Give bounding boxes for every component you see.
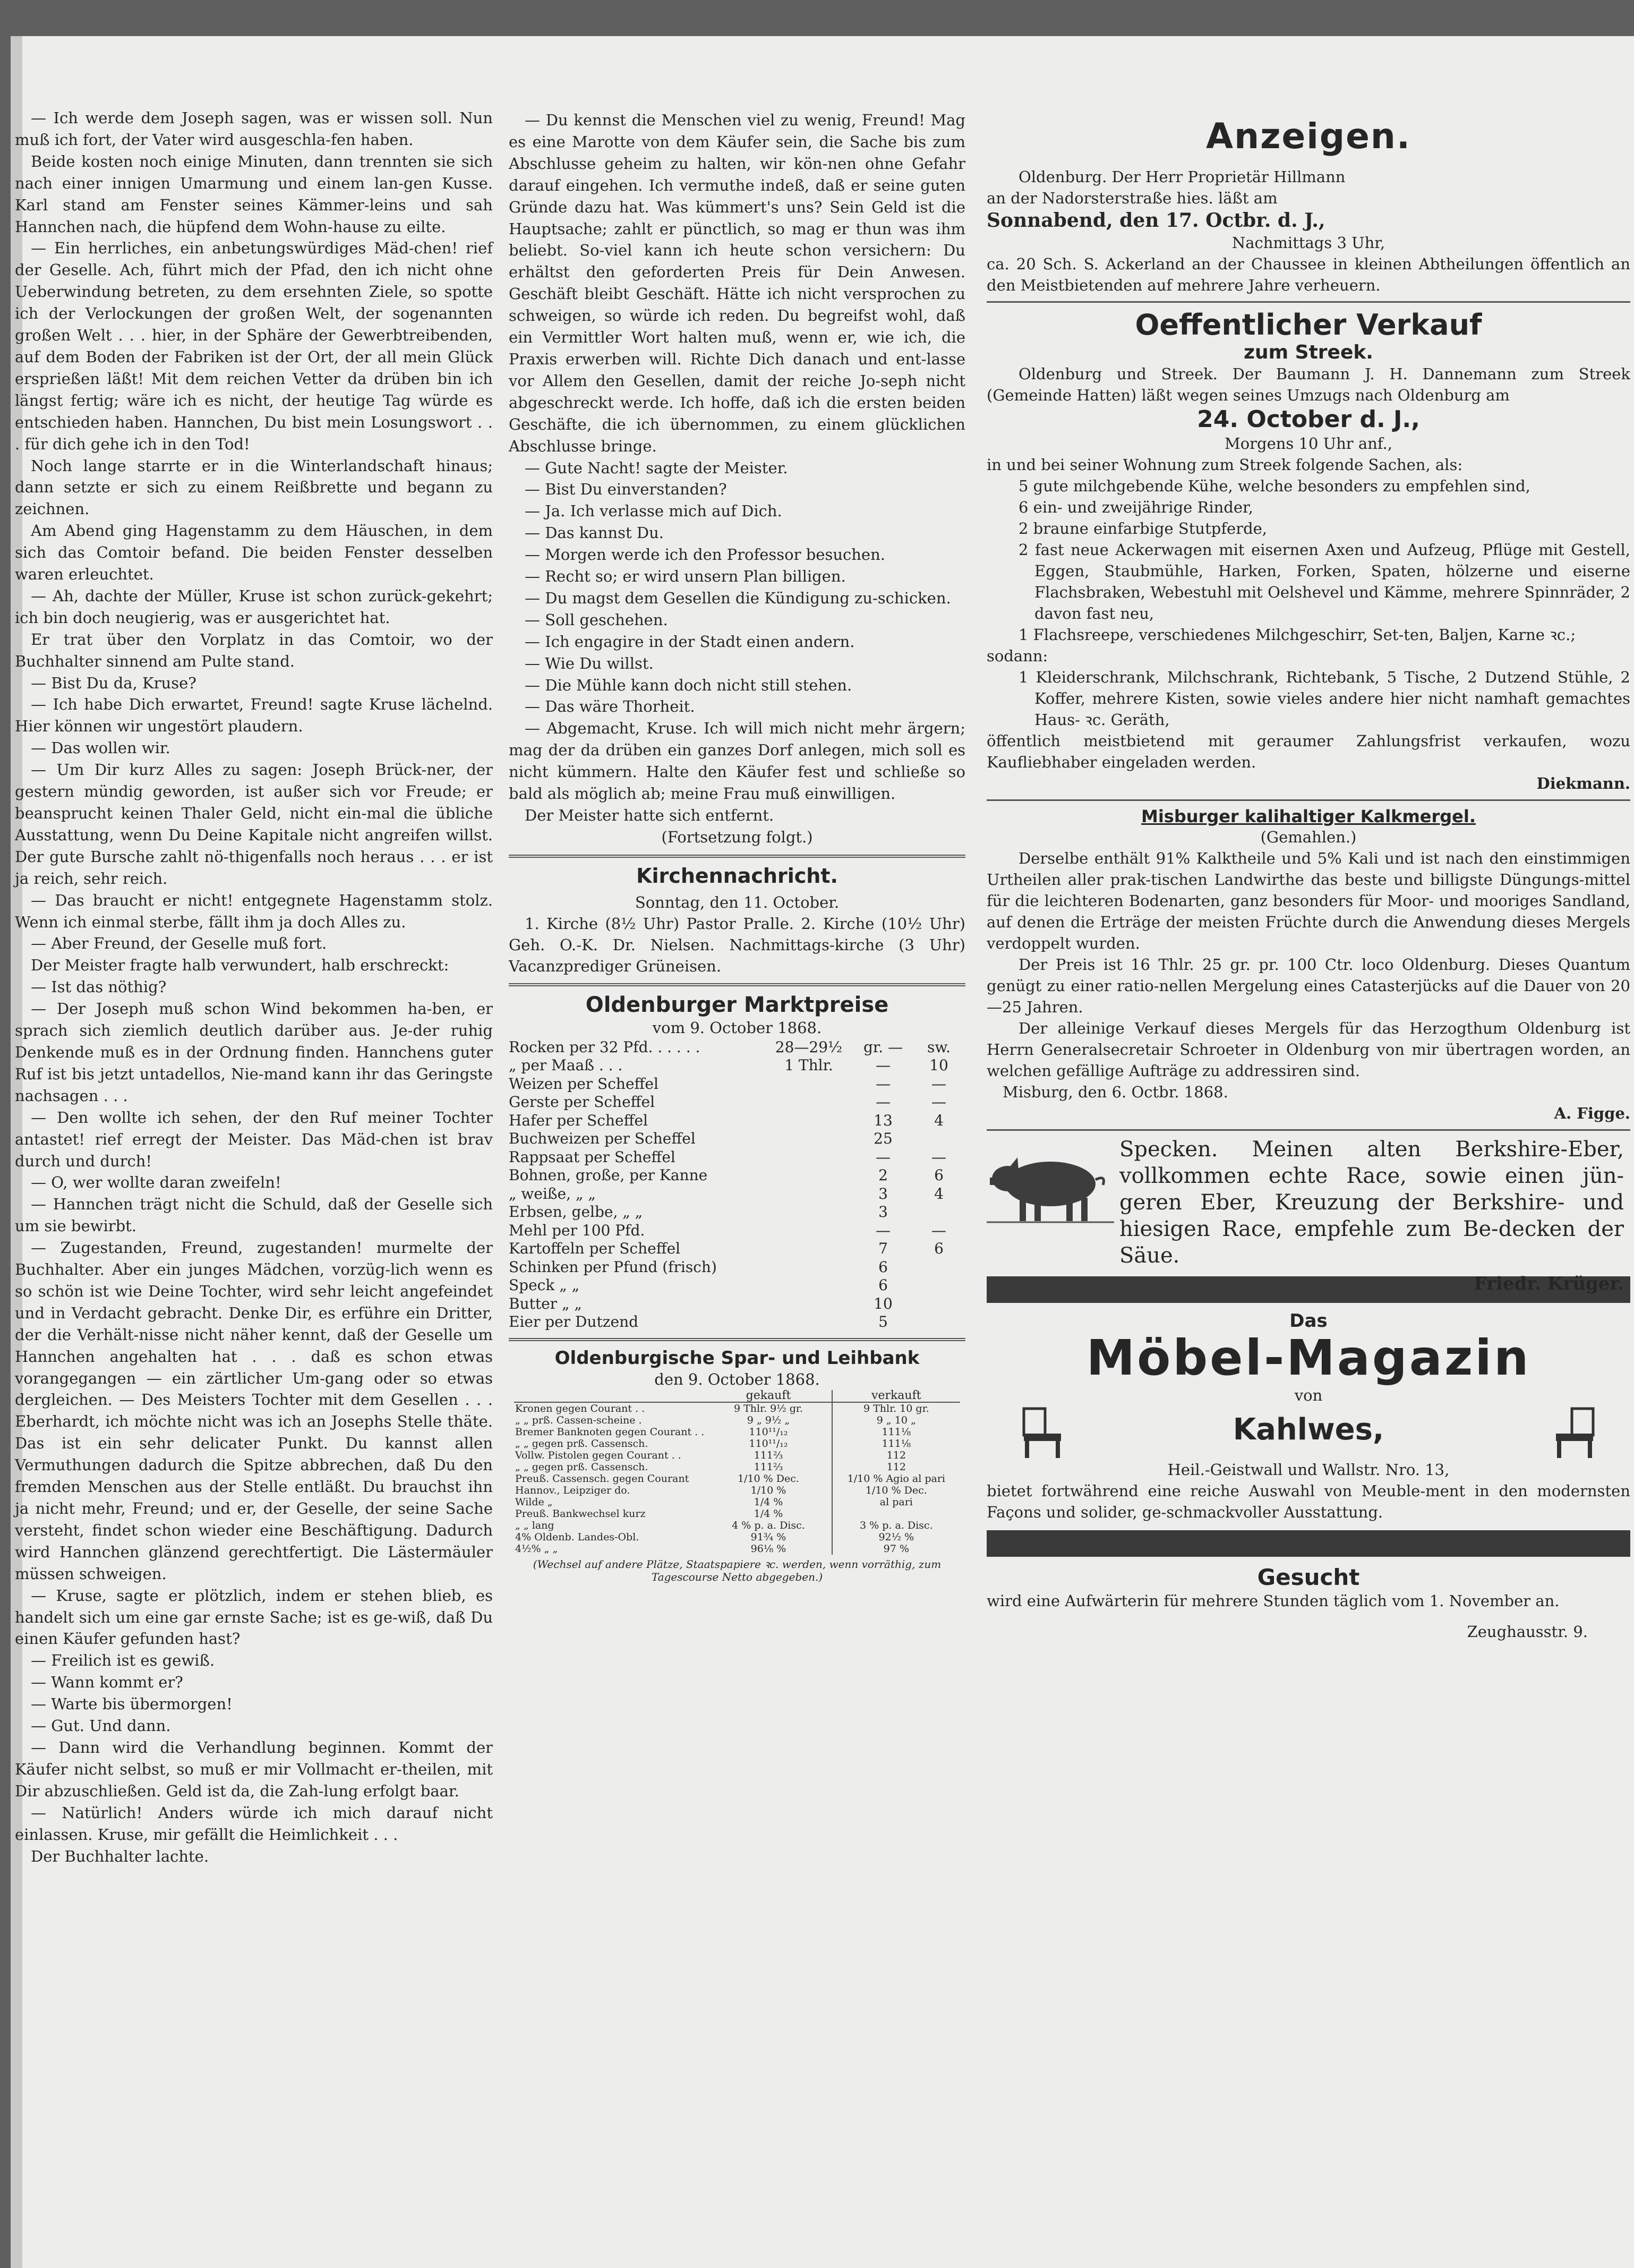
- market-cell-a: [764, 1313, 854, 1332]
- market-cell-b: —: [876, 1075, 891, 1093]
- sale-items-2: [987, 667, 1630, 730]
- market-cell-a: 1 Thlr.: [784, 1056, 833, 1075]
- market-cell-item: Mehl per 100 Pfd.: [509, 1221, 645, 1239]
- sale-item: 1 Flachsreepe, verschiedenes Milchgeschirr, Set-ten, Baljen, Karne ꝛc.;: [1019, 626, 1576, 644]
- marl-p1: Derselbe enthält 91% Kalktheile und 5% Kali und ist nach den einstimmigen Urtheilen aller prak-tischen Landwirthe das beste und billigste Düngungs-mittel für die leichteren Bodenarten, ganz besonders für Moor- und mooriges Sandland, auf denen die Erträge der meisten Früchte durch die Anwendung dieses Mergels verdoppelt wurden.: [987, 849, 1630, 952]
- market-cell-item: Eier per Dutzend: [509, 1313, 639, 1331]
- bank-cell-label: „ „ gegen prß. Cassensch.: [515, 1461, 648, 1473]
- sale-heading: Oeffentlicher Verkauf: [1135, 308, 1482, 342]
- market-cell-a: [764, 1185, 854, 1204]
- market-row: [509, 1093, 965, 1112]
- bank-cell-bought: 1/10 %: [750, 1484, 786, 1496]
- ad-hillmann: [987, 166, 1630, 296]
- bank-cell-sold: 1/10 % Dec.: [832, 1485, 960, 1496]
- black-rule: [987, 1530, 1630, 1557]
- market-row: [509, 1112, 965, 1130]
- market-row: [509, 1313, 965, 1332]
- market-row: [509, 1166, 965, 1185]
- bank-cell-sold: 3 % p. a. Disc.: [832, 1520, 960, 1531]
- ad-hillmann-text: ca. 20 Sch. S. Ackerland an der Chaussee in kleinen Abtheilungen öffentlich an den Meistbietenden auf mehrere Jahre verheuern.: [987, 255, 1630, 294]
- story-paragraph: — Gute Nacht! sagte der Meister.: [525, 458, 788, 477]
- story-paragraph: Beide kosten noch einige Minuten, dann trennten sie sich nach einer innigen Umarmung und einem lan-gen Kusse. Karl stand am Fenster seines Kämmer-leins und sah Hannchen nach, die hüpfend dem Wohn-hause zu eilte.: [15, 152, 493, 236]
- bank-cell-label: Preuß. Bankwechsel kurz: [515, 1507, 646, 1520]
- market-cell-a: [764, 1276, 854, 1295]
- market-cell-item: Buchweizen per Scheffel: [509, 1130, 696, 1148]
- bank-cell-label: „ „ prß. Cassen-scheine .: [515, 1414, 642, 1426]
- market-cell-c: sw.: [927, 1038, 951, 1056]
- divider: [509, 983, 965, 986]
- story-paragraph: — Ist das nöthig?: [31, 978, 167, 996]
- bank-cell-bought: 4 % p. a. Disc.: [732, 1519, 805, 1531]
- furniture-heading: Möbel-Magazin: [1086, 1329, 1531, 1386]
- story-paragraph: — O, wer wollte daran zweifeln!: [31, 1173, 281, 1192]
- ad-hillmann-time: Nachmittags 3 Uhr,: [1231, 234, 1385, 252]
- ad-hillmann-date: Sonnabend, den 17. Octbr. d. J.,: [987, 209, 1325, 232]
- market-cell-b: 6: [878, 1258, 888, 1276]
- bank-row: [514, 1520, 960, 1531]
- bank-cell-label: „ „ gegen prß. Cassensch.: [515, 1437, 648, 1450]
- bank-cell-bought: 96⅛ %: [750, 1542, 786, 1555]
- market-row: [509, 1075, 965, 1094]
- market-row: [509, 1185, 965, 1204]
- market-cell-b: —: [876, 1148, 891, 1166]
- story-paragraph: — Ich habe Dich erwartet, Freund! sagte Kruse lächelnd. Hier können wir ungestört plaudern.: [15, 695, 493, 736]
- sale-item: 5 gute milchgebende Kühe, welche besonders zu empfehlen sind,: [1019, 477, 1530, 495]
- bank-row: [514, 1473, 960, 1485]
- market-cell-a: [764, 1295, 854, 1314]
- bank-row: [514, 1414, 960, 1426]
- bank-cell-sold: 111⅛: [832, 1438, 960, 1450]
- market-cell-item: Schinken per Pfund (frisch): [509, 1258, 717, 1276]
- bank-row: [514, 1485, 960, 1496]
- bank-row: [514, 1426, 960, 1438]
- market-row: [509, 1203, 965, 1222]
- ad-hillmann-line2: an der Nadorsterstraße hies. läßt am: [987, 189, 1278, 207]
- wanted-text: wird eine Aufwärterin für mehrere Stunden täglich vom 1. November an.: [987, 1592, 1560, 1610]
- sale-items: [987, 475, 1630, 645]
- church-heading: Kirchennachricht.: [636, 864, 838, 888]
- bank-cell-sold: 112: [832, 1450, 960, 1461]
- bank-row: [514, 1438, 960, 1450]
- market-cell-c: [912, 1130, 965, 1148]
- market-cell-item: Hafer per Scheffel: [509, 1111, 648, 1129]
- story-paragraph: — Du kennst die Menschen viel zu wenig, Freund! Mag es eine Marotte von dem Käufer sein, die Sache bis zum Abschlusse geheim zu halten, wir kön-nen ohne Gefahr darauf eingehen. Ich vermuthe indeß, daß er seine guten Gründe dazu hat. Was kümmert's uns? Sein Geld ist die Hauptsache; zahlt er pünctlich, so mag er thun was ihm beliebt. So-viel kann ich heute schon versichern: Du erhältst den geforderten Preis für Dein Anwesen. Geschäft bleibt Geschäft. Hätte ich nicht versprochen zu schweigen, so würde ich reden. Du begreifst wohl, daß ein Vermittler Wort halten muß, wenn er, wie ich, die Praxis erwerben will. Richte Dich danach und ent-lasse vor Allem den Gesellen, damit der reiche Jo-seph nicht abgeschreckt werde. Ich hoffe, daß ich die ersten beiden Geschäfte, die ich übernommen, zu einem glücklichen Abschlusse bringe.: [509, 111, 965, 455]
- story-paragraph: — Das wäre Thorheit.: [525, 697, 695, 716]
- story-paragraph: — Wie Du willst.: [525, 654, 654, 672]
- market-row: [509, 1130, 965, 1148]
- market-prices: [509, 993, 965, 1332]
- story-column-left: [15, 107, 493, 1867]
- bank-heading: Oldenburgische Spar- und Leihbank: [554, 1347, 920, 1369]
- bank-col-sold: verkauft: [832, 1390, 960, 1402]
- bank-cell-label: Kronen gegen Courant . .: [515, 1402, 645, 1414]
- bank-row: [514, 1543, 960, 1555]
- continuation-note: (Fortsetzung folgt.): [661, 828, 813, 846]
- bank-cell-label: Vollw. Pistolen gegen Courant . .: [515, 1449, 681, 1461]
- story-paragraph: — Das wollen wir.: [31, 739, 170, 757]
- marl-p3: Der alleinige Verkauf dieses Mergels für das Herzogthum Oldenburg ist Herrn Generalsecretair Schroeter in Oldenburg von mir übertragen worden, an welchen gefällige Aufträge zu addressiren sind.: [987, 1019, 1630, 1080]
- sale-closing: öffentlich meistbietend mit geraumer Zahlungsfrist verkaufen, wozu Kaufliebhaber eingeladen werden.: [987, 732, 1630, 771]
- bank-cell-sold: 97 %: [832, 1543, 960, 1555]
- market-cell-item: Kartoffeln per Scheffel: [509, 1240, 681, 1258]
- story-paragraph: — Warte bis übermorgen!: [31, 1695, 233, 1713]
- market-cell-c: [912, 1203, 965, 1222]
- bank-cell-label: „ „ lang: [515, 1519, 554, 1531]
- divider: [509, 855, 965, 858]
- market-cell-b: 2: [878, 1166, 888, 1184]
- ad-wanted: [987, 1564, 1630, 1642]
- ad-boar: [987, 1136, 1630, 1294]
- market-cell-b: 6: [878, 1276, 888, 1294]
- pig-icon: [987, 1147, 1114, 1226]
- bank-cell-sold: 111⅛: [832, 1426, 960, 1438]
- bank-row: [514, 1508, 960, 1520]
- market-row: [509, 1056, 965, 1075]
- bank-cell-bought: 9 Thlr. 9½ gr.: [733, 1402, 803, 1414]
- market-cell-item: Weizen per Scheffel: [509, 1075, 658, 1093]
- sale-time: Morgens 10 Uhr anf.,: [1225, 434, 1392, 453]
- story-paragraph: — Ein herrliches, ein anbetungswürdiges Mäd-chen! rief der Geselle. Ach, führt mich der Pfad, den ich nicht ohne Ueberwindung betreten, zu dem ersehnten Ziele, so spotte ich der Verlockungen der großen Welt, der sogenannten großen Welt . . . hier, in der Sphäre der Gewerbtreibenden, auf dem Boden der Fabriken ist der Ort, der all mein Glück ersprießen läßt! Mit dem reichen Vetter da drüben bin ich längst fertig; wäre ich es nicht, der heutige Tag würde es entschieden haben. Hannchen, Du bist mein Losungswort . . . für dich gehe ich in den Tod!: [15, 239, 493, 453]
- story-paragraph: — Du magst dem Gesellen die Kündigung zu-schicken.: [525, 589, 951, 607]
- story-paragraph: — Zugestanden, Freund, zugestanden! murmelte der Buchhalter. Aber ein junges Mädchen, vorzüg-lich wenn es so schön ist wie Deine Tochter, wird sehr leicht angefeindet und in Verdacht gebracht. Denke Dir, es erführe ein Dritter, der die Verhält-nisse nicht näher kennt, daß der Geselle um Hannchen angehalten hat . . . daß es schon etwas vorangegangen — ein zärtlicher Um-gang oder so etwas dergleichen. — Des Meisters Tochter mit dem Gesellen . . . Eberhardt, ich möchte nicht was ich an Josephs Stelle thäte. Das ist ein sehr delicater Punkt. Du kannst allen Vermuthungen dadurch die Spitze abbrechen, daß Du den fremden Menschen aus der Stelle entläßt. Du brauchst ihn ja nicht mehr, Freund; und er, der Geselle, der seine Sache versteht, findet schon wieder eine Beschäftigung. Dadurch wird Hannchen glänzend gerechtfertigt. Die Lästermäuler müssen schweigen.: [15, 1239, 493, 1583]
- story-paragraph: — Abgemacht, Kruse. Ich will mich nicht mehr ärgern; mag der da drüben ein ganzes Dorf anlegen, mich soll es nicht kümmern. Halte den Käufer fest und schließe so bald als möglich ab; meine Frau muß einwilligen.: [509, 719, 965, 803]
- bank-table: [514, 1390, 960, 1555]
- savings-bank: [509, 1348, 965, 1583]
- chair-icon: [1019, 1406, 1066, 1459]
- story-paragraphs-left: [15, 107, 493, 1867]
- bank-row: [514, 1531, 960, 1543]
- divider: [509, 1338, 965, 1341]
- market-cell-a: [764, 1258, 854, 1277]
- market-cell-item: Butter „ „: [509, 1294, 582, 1312]
- story-paragraph: — Kruse, sagte er plötzlich, indem er stehen blieb, es handelt sich um eine gar ernste Sache; ist es ge-wiß, daß Du einen Käufer gefunden hast?: [15, 1586, 493, 1648]
- bank-cell-label: 4½% „ „: [515, 1542, 558, 1555]
- story-paragraph: — Wann kommt er?: [31, 1673, 183, 1692]
- market-cell-b: 13: [874, 1111, 893, 1129]
- story-paragraph: — Bist Du einverstanden?: [525, 480, 727, 499]
- story-paragraph: — Ah, dachte der Müller, Kruse ist schon zurück-gekehrt; ich bin doch neugierig, was er ausgerichtet hat.: [15, 586, 493, 627]
- market-cell-a: [764, 1112, 854, 1130]
- bank-cell-sold: [832, 1508, 960, 1520]
- market-cell-c: 4: [934, 1184, 944, 1203]
- market-cell-a: [764, 1222, 854, 1240]
- bank-cell-label: Preuß. Cassensch. gegen Courant: [515, 1472, 689, 1485]
- market-cell-item: „ per Maaß . . .: [509, 1056, 623, 1075]
- furniture-owner: Kahlwes,: [1233, 1412, 1384, 1447]
- bank-row: [514, 1450, 960, 1461]
- story-paragraph: Am Abend ging Hagenstamm zu dem Häuschen, in dem sich das Comtoir befand. Die beiden Fenster desselben waren erleuchtet.: [15, 522, 493, 584]
- market-cell-b: —: [876, 1221, 891, 1239]
- market-cell-c: [912, 1313, 965, 1332]
- story-paragraph: — Aber Freund, der Geselle muß fort.: [31, 934, 327, 953]
- story-paragraph: — Der Joseph muß schon Wind bekommen ha-ben, er sprach sich ziemlich deutlich darüber aus. Je-der ruhig Denkende muß es in der Ordnung finden. Hannchens guter Ruf ist bis jetzt untadellos, Nie-mand kann ihr das Geringste nachsagen . . .: [15, 1000, 493, 1105]
- market-cell-c: 10: [929, 1056, 948, 1075]
- story-paragraph: Der Buchhalter lachte.: [31, 1847, 209, 1865]
- ad-furniture: [987, 1310, 1630, 1523]
- sale-so: sodann:: [987, 647, 1048, 665]
- bank-cell-label: Wilde „: [515, 1496, 553, 1508]
- market-cell-item: Bohnen, große, per Kanne: [509, 1166, 708, 1184]
- story-paragraph: — Dann wird die Verhandlung beginnen. Kommt der Käufer nicht selbst, so muß er mir Vollmacht er-theilen, mit Dir abzuschließen. Geld ist da, die Zah-lung erfolgt baar.: [15, 1738, 493, 1800]
- sale-text: in und bei seiner Wohnung zum Streek folgende Sachen, als:: [987, 456, 1463, 474]
- market-cell-item: Erbsen, gelbe, „ „: [509, 1203, 643, 1221]
- market-cell-a: [764, 1130, 854, 1148]
- market-cell-a: [764, 1166, 854, 1185]
- market-cell-c: [912, 1258, 965, 1277]
- sale-date: 24. October d. J.,: [1197, 406, 1420, 433]
- church-text: 1. Kirche (8½ Uhr) Pastor Pralle. 2. Kirche (10½ Uhr) Geh. O.-K. Dr. Nielsen. Nachmittags-kirche (3 Uhr) Vacanzprediger Grüneisen.: [509, 914, 965, 975]
- bank-cell-sold: 9 Thlr. 10 gr.: [832, 1402, 960, 1414]
- marl-heading: Misburger kalihaltiger Kalkmergel.: [1141, 806, 1476, 826]
- bank-cell-bought: 91¾ %: [750, 1531, 786, 1543]
- market-cell-c: 6: [934, 1166, 944, 1184]
- sale-intro: Oldenburg und Streek. Der Baumann J. H. Dannemann zum Streek (Gemeinde Hatten) läßt wegen seines Umzugs nach Oldenburg am: [987, 365, 1630, 404]
- market-cell-b: —: [876, 1056, 891, 1075]
- church-notice: [509, 864, 965, 977]
- bank-row: [514, 1496, 960, 1508]
- story-paragraph: Der Meister fragte halb verwundert, halb erschreckt:: [31, 956, 449, 975]
- advertisements-column: [987, 116, 1630, 1642]
- market-row: [509, 1276, 965, 1295]
- market-heading: Oldenburger Marktpreise: [585, 992, 889, 1017]
- market-cell-a: 28—29½: [775, 1038, 843, 1056]
- bank-cell-label: 4% Oldenb. Landes-Obl.: [515, 1531, 639, 1543]
- market-cell-item: Speck „ „: [509, 1276, 580, 1294]
- bank-cell-bought: 1/4 %: [754, 1507, 783, 1520]
- market-cell-item: Rappsaat per Scheffel: [509, 1148, 675, 1166]
- story-paragraph: — Hannchen trägt nicht die Schuld, daß der Geselle sich um sie bewirbt.: [15, 1195, 493, 1235]
- bank-cell-sold: al pari: [832, 1496, 960, 1508]
- market-row: [509, 1240, 965, 1258]
- church-date: Sonntag, den 11. October.: [635, 893, 840, 911]
- chair-icon: [1551, 1406, 1598, 1459]
- sale-item: 1 Kleiderschrank, Milchschrank, Richtebank, 5 Tische, 2 Dutzend Stühle, 2 Koffer, mehrere Kisten, sowie vieles andere hier nicht namhaft gemachtes Haus- ꝛc. Geräth,: [1019, 668, 1630, 729]
- market-date: vom 9. October 1868.: [652, 1018, 822, 1037]
- divider: [987, 1129, 1630, 1131]
- bank-row: [514, 1402, 960, 1414]
- boar-signature: Friedr. Krüger.: [1474, 1273, 1624, 1294]
- furniture-von: von: [1294, 1386, 1323, 1404]
- market-cell-item: Rocken per 32 Pfd. . . . . .: [509, 1038, 700, 1056]
- story-paragraph: — Freilich ist es gewiß.: [31, 1651, 215, 1670]
- story-paragraph: — Morgen werde ich den Professor besuchen.: [525, 545, 885, 564]
- newspaper-page: [11, 36, 1634, 2268]
- story-paragraph: Der Meister hatte sich entfernt.: [525, 806, 774, 824]
- story-paragraph: — Das kannst Du.: [525, 524, 664, 542]
- market-cell-b: 10: [874, 1294, 893, 1312]
- marl-date: Misburg, den 6. Octbr. 1868.: [1003, 1083, 1228, 1101]
- market-cell-a: [764, 1075, 854, 1094]
- bank-row: [514, 1461, 960, 1473]
- sale-place: zum Streek.: [1244, 342, 1373, 363]
- story-paragraph: — Ich engagire in der Stadt einen andern.: [525, 632, 855, 651]
- ad-hillmann-line1: Oldenburg. Der Herr Proprietär Hillmann: [1019, 168, 1346, 186]
- market-cell-a: [764, 1203, 854, 1222]
- market-cell-b: —: [876, 1093, 891, 1111]
- ad-public-sale: [987, 308, 1630, 794]
- sale-item: 2 fast neue Ackerwagen mit eisernen Axen und Aufzeug, Pflüge mit Gestell, Eggen, Staubmühle, Harken, Forken, Spaten, hölzerne und eiserne Flachsbraken, Webestuhl mit Oelshevel und Kämme, mehrere Spinnräder, 2 davon fast neu,: [1019, 541, 1630, 623]
- story-paragraph: — Das braucht er nicht! entgegnete Hagenstamm stolz. Wenn ich einmal sterbe, fällt ihm ja doch Alles zu.: [15, 891, 493, 931]
- divider: [987, 301, 1630, 303]
- ads-heading: Anzeigen.: [1206, 116, 1411, 157]
- market-cell-a: [764, 1093, 854, 1112]
- bank-cell-bought: 111⅔: [754, 1449, 783, 1461]
- story-paragraph: Noch lange starrte er in die Winterlandschaft hinaus; dann setzte er sich zu einem Reißbrette und begann zu zeichnen.: [15, 456, 493, 518]
- market-cell-c: 6: [934, 1240, 944, 1258]
- furniture-text: bietet fortwährend eine reiche Auswahl von Meuble-ment in den modernsten Façons und solider, ge-schmackvoller Ausstattung.: [987, 1482, 1630, 1521]
- market-row: [509, 1148, 965, 1167]
- market-cell-c: —: [931, 1075, 946, 1093]
- story-paragraph: — Bist Du da, Kruse?: [31, 673, 196, 692]
- market-table: [509, 1038, 965, 1332]
- story-paragraphs-center: [509, 109, 965, 848]
- story-paragraph: — Soll geschehen.: [525, 610, 668, 629]
- furniture-address: Heil.-Geistwall und Wallstr. Nro. 13,: [1167, 1461, 1450, 1479]
- market-cell-c: [912, 1295, 965, 1314]
- marl-p2: Der Preis ist 16 Thlr. 25 gr. pr. 100 Ctr. loco Oldenburg. Dieses Quantum genügt zu einer ratio-nellen Mergelung eines Catasterjücks auf die Dauer von 20—25 Jahren.: [987, 956, 1630, 1016]
- bank-cell-bought: 110¹¹/₁₂: [749, 1426, 788, 1438]
- bank-cell-sold: 92½ %: [832, 1531, 960, 1543]
- market-row: [509, 1258, 965, 1277]
- bank-cell-bought: 111⅔: [754, 1461, 783, 1473]
- bank-cell-bought: 9 „ 9½ „: [747, 1414, 790, 1426]
- sale-item: 6 ein- und zweijährige Rinder,: [1019, 498, 1253, 516]
- market-cell-c: 4: [934, 1111, 944, 1129]
- story-paragraph: — Die Mühle kann doch nicht still stehen.: [525, 676, 852, 694]
- story-paragraph: — Recht so; er wird unsern Plan billigen.: [525, 567, 846, 586]
- bank-cell-bought: 1/4 %: [754, 1496, 783, 1508]
- story-paragraph: Er trat über den Vorplatz in das Comtoir, wo der Buchhalter sinnend am Pulte stand.: [15, 630, 493, 670]
- marl-sub: (Gemahlen.): [1260, 828, 1357, 846]
- market-cell-a: [764, 1240, 854, 1258]
- marl-signature: A. Figge.: [1554, 1104, 1630, 1122]
- market-cell-c: —: [931, 1148, 946, 1166]
- market-cell-c: [912, 1276, 965, 1295]
- market-cell-item: „ weiße, „ „: [509, 1184, 596, 1203]
- market-row: [509, 1295, 965, 1314]
- story-paragraph: — Natürlich! Anders würde ich mich darauf nicht einlassen. Kruse, mir gefällt die Heimlichkeit . . .: [15, 1803, 493, 1844]
- bank-date: den 9. October 1868.: [654, 1370, 820, 1388]
- sale-item: 2 braune einfarbige Stutpferde,: [1019, 519, 1268, 538]
- furniture-article: Das: [1289, 1310, 1328, 1332]
- sale-signature: Diekmann.: [1536, 774, 1630, 792]
- story-paragraph: — Ich werde dem Joseph sagen, was er wissen soll. Nun muß ich fort, der Vater wird ausgeschla-fen haben.: [15, 109, 493, 149]
- wanted-address: Zeughausstr. 9.: [1467, 1623, 1588, 1641]
- bank-footnote: (Wechsel auf andere Plätze, Staatspapiere ꝛc. werden, wenn vorräthig, zum Tagescourse Netto abgegeben.): [533, 1557, 942, 1583]
- story-paragraph: — Den wollte ich sehen, der den Ruf meiner Tochter antastet! rief erregt der Meister. Das Mäd-chen ist brav durch und durch!: [15, 1108, 493, 1170]
- bank-cell-bought: 1/10 % Dec.: [737, 1472, 799, 1485]
- center-column: [509, 109, 965, 1583]
- market-row: [509, 1038, 965, 1057]
- market-cell-b: 25: [874, 1130, 893, 1148]
- market-row: [509, 1222, 965, 1240]
- story-paragraph: — Um Dir kurz Alles zu sagen: Joseph Brück-ner, der gestern mündig geworden, ist außer sich vor Freude; er beansprucht keinen Thaler Geld, nicht ein-mal die übliche Ausstattung, wenn Du Deine Kapitale nicht angreifen willst. Der gute Bursche zahlt nö-thigenfalls noch heraus . . . er ist ja reich, sehr reich.: [15, 761, 493, 888]
- market-cell-b: 5: [878, 1313, 888, 1331]
- bank-cell-sold: 112: [832, 1461, 960, 1473]
- bank-col-bought: gekauft: [705, 1390, 832, 1402]
- bank-cell-sold: 9 „ 10 „: [832, 1414, 960, 1426]
- story-paragraph: — Ja. Ich verlasse mich auf Dich.: [525, 502, 782, 521]
- market-cell-item: Gerste per Scheffel: [509, 1093, 655, 1111]
- market-cell-b: gr. —: [863, 1038, 903, 1056]
- market-cell-a: [764, 1148, 854, 1167]
- bank-cell-bought: 110¹¹/₁₂: [749, 1437, 788, 1450]
- bank-cell-sold: 1/10 % Agio al pari: [832, 1473, 960, 1485]
- market-cell-b: 7: [878, 1240, 888, 1258]
- market-cell-c: —: [931, 1093, 946, 1111]
- divider: [987, 799, 1630, 801]
- boar-text: Specken. Meinen alten Berkshire-Eber, vollkommen echte Race, sowie einen jün-geren Eber, Kreuzung der Berkshire- und hiesigen Race, empfehle zum Be-decken der Säue.: [1119, 1137, 1624, 1268]
- bank-cell-label: Bremer Banknoten gegen Courant . .: [515, 1426, 705, 1438]
- market-cell-b: 3: [878, 1203, 888, 1221]
- ad-marl: [987, 806, 1630, 1124]
- wanted-heading: Gesucht: [1257, 1564, 1360, 1590]
- market-cell-b: 3: [878, 1184, 888, 1203]
- story-paragraph: — Gut. Und dann.: [31, 1717, 171, 1735]
- market-cell-c: —: [931, 1221, 946, 1239]
- bank-cell-label: Hannov., Leipziger do.: [515, 1484, 630, 1496]
